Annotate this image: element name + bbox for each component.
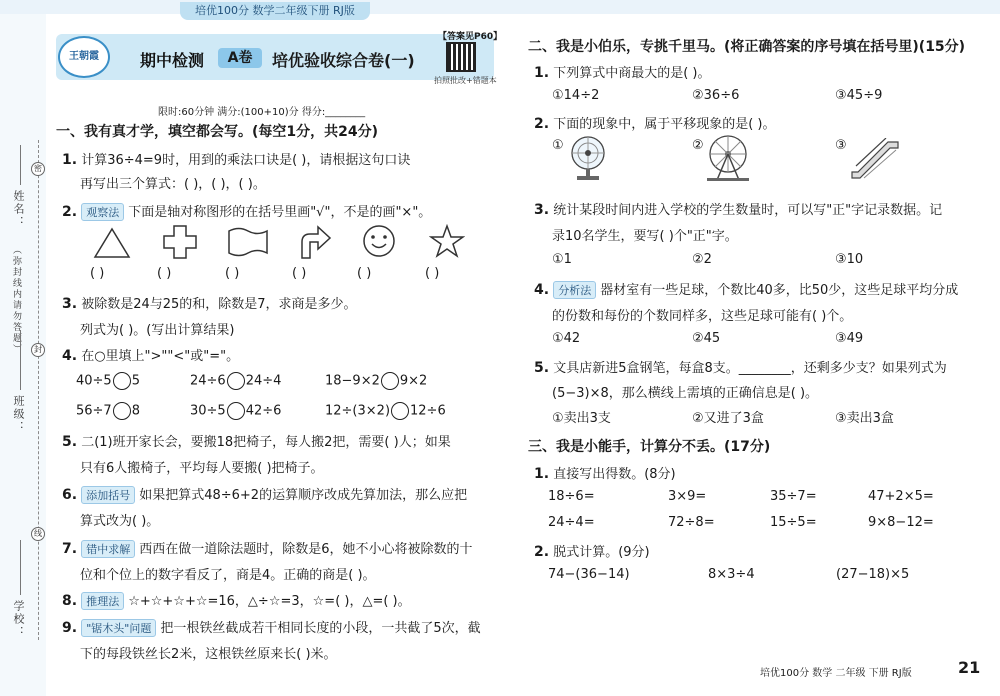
question-1-2: 2. 观察法 下面是轴对称图形的在括号里画"√"，不是的画"×"。	[62, 204, 432, 220]
calc-2-1[interactable]: 74−(36−14)	[548, 567, 630, 582]
escalator-icon	[850, 138, 900, 182]
question-1-4: 4. 在○里填上">""<"或"="。	[62, 348, 240, 364]
question-2-3-cont: 录10名学生，要写( )个"正"字。	[552, 229, 738, 244]
class-fill-line	[20, 330, 21, 390]
compare-right: 8	[131, 403, 140, 419]
seal-cut-line	[38, 140, 39, 640]
compare-2-1	[76, 402, 140, 420]
exam-meta: 限时:60分钟 满分:(100+10)分 得分:________	[158, 107, 366, 118]
qr-code-icon[interactable]	[446, 42, 476, 72]
method-tag: 添加括号	[81, 486, 135, 504]
name-fill-line	[20, 145, 21, 185]
turn-arrow-shape	[296, 224, 332, 260]
method-tag: 推理法	[81, 592, 124, 610]
question-text: 西西在做一道除法题时，除数是6，她不小心将被除数的十	[139, 542, 473, 557]
method-tag: "锯木头"问题	[81, 619, 156, 637]
calc-2-title: 2. 脱式计算。(9分)	[534, 544, 650, 560]
question-1-7: 7. 错中求解 西西在做一道除法题时，除数是6，她不小心将被除数的十	[62, 541, 473, 557]
calc-1-6[interactable]: 72÷8=	[668, 515, 715, 530]
question-2-3: 3. 统计某段时间内进入学校的学生数量时，可以写"正"字记录数据。记	[534, 202, 943, 218]
compare-left: 56÷7	[76, 403, 112, 419]
question-text: 下面的现象中，属于平移现象的是( )。	[553, 117, 776, 132]
question-1-8: 8. 推理法 ☆+☆+☆+☆=16，△÷☆=3，☆=( )，△=( )。	[62, 593, 411, 609]
compare-left: 40÷5	[76, 373, 112, 389]
calc-1-8[interactable]: 9×8−12=	[868, 515, 934, 530]
electric-fan-icon	[566, 134, 610, 182]
option-2-1-c[interactable]: ③45÷9	[835, 88, 883, 103]
question-text: 直接写出得数。(8分)	[553, 467, 676, 482]
method-tag: 错中求解	[81, 540, 135, 558]
compare-circle[interactable]	[113, 402, 131, 420]
compare-2-2	[190, 402, 281, 420]
seal-mark-feng: 封	[31, 343, 45, 357]
answer-blank-6[interactable]: ( )	[425, 266, 440, 281]
ferris-wheel-icon	[703, 132, 753, 182]
option-2-5-c[interactable]: ③卖出3盒	[835, 411, 894, 426]
question-text: 把一根铁丝截成若干相同长度的小段，一共截了5次，截	[160, 621, 481, 636]
question-text: 在○里填上">""<"或"="。	[81, 349, 240, 364]
compare-right: 12÷6	[410, 403, 446, 419]
compare-right: 42÷6	[245, 403, 282, 419]
page-number: 21	[958, 658, 981, 677]
page-footer: 培优100分 数学 二年级 下册 RJ版	[760, 668, 912, 679]
calc-1-title: 1. 直接写出得数。(8分)	[534, 466, 676, 482]
option-2-4-a[interactable]: ①42	[552, 331, 581, 346]
answer-blank-2[interactable]: ( )	[157, 266, 172, 281]
question-1-1: 1. 计算36÷4=9时，用到的乘法口诀是( )，请根据这句口诀	[62, 152, 411, 168]
question-2-5-cont: (5−3)×8，那么横线上需填的正确信息是( )。	[552, 386, 819, 401]
compare-circle[interactable]	[381, 372, 399, 390]
question-text: 计算36÷4=9时，用到的乘法口诀是( )，请根据这句口诀	[81, 153, 411, 168]
option-2-5-a[interactable]: ①卖出3支	[552, 411, 611, 426]
compare-circle[interactable]	[113, 372, 131, 390]
question-2-1: 1. 下列算式中商最大的是( )。	[534, 65, 711, 81]
calc-2-2[interactable]: 8×3÷4	[708, 567, 755, 582]
question-1-1-cont: 再写出三个算式：( )，( )，( )。	[80, 177, 266, 192]
compare-circle[interactable]	[391, 402, 409, 420]
option-2-4-b[interactable]: ②45	[692, 331, 721, 346]
question-2-5: 5. 文具店新进5盒钢笔，每盒8支。________，还剩多少支？如果列式为	[534, 360, 947, 376]
top-band	[0, 0, 1000, 14]
option-2-2-b[interactable]: ②	[692, 138, 704, 153]
calc-1-4[interactable]: 47+2×5=	[868, 489, 934, 504]
answer-blank-5[interactable]: ( )	[357, 266, 372, 281]
compare-1-2	[190, 372, 281, 390]
question-1-9-cont: 下的每段铁丝长2米，这根铁丝原来长( )米。	[80, 647, 337, 662]
option-2-1-b[interactable]: ②36÷6	[692, 88, 740, 103]
option-2-1-a[interactable]: ①14÷2	[552, 88, 600, 103]
question-text: 脱式计算。(9分)	[553, 545, 650, 560]
compare-right: 9×2	[399, 373, 428, 389]
answer-blank-1[interactable]: ( )	[90, 266, 105, 281]
answer-reference: 【答案见P60】	[438, 32, 503, 42]
question-1-9: 9. "锯木头"问题 把一根铁丝截成若干相同长度的小段，一共截了5次，截	[62, 620, 481, 636]
question-1-6-cont: 算式改为( )。	[80, 514, 160, 529]
question-2-4-cont: 的份数和每份的个数同样多，这些足球可能有( )个。	[552, 309, 853, 324]
compare-circle[interactable]	[227, 372, 245, 390]
compare-1-3	[325, 372, 427, 390]
qr-caption: 拍照批改+错题本	[434, 76, 497, 85]
question-1-5-cont: 只有6人搬椅子，平均每人要搬( )把椅子。	[80, 461, 324, 476]
triangle-shape	[92, 226, 132, 260]
option-2-3-b[interactable]: ②2	[692, 252, 712, 267]
flag-shape	[226, 226, 270, 258]
book-series-tab: 培优100分 数学二年级下册 RJ版	[180, 2, 370, 20]
method-tag: 观察法	[81, 203, 124, 221]
brand-logo: 王朝霞	[58, 36, 110, 78]
compare-left: 24÷6	[190, 373, 226, 389]
answer-blank-4[interactable]: ( )	[292, 266, 307, 281]
compare-2-3	[325, 402, 446, 420]
section-3-title: 三、我是小能手，计算分不丢。(17分)	[528, 439, 771, 455]
calc-1-1[interactable]: 18÷6=	[548, 489, 595, 504]
calc-1-2[interactable]: 3×9=	[668, 489, 707, 504]
question-text: ☆+☆+☆+☆=16，△÷☆=3，☆=( )，△=( )。	[128, 594, 411, 609]
answer-blank-3[interactable]: ( )	[225, 266, 240, 281]
question-2-4: 4. 分析法 器材室有一些足球，个数比40多，比50少，这些足球平均分成	[534, 282, 959, 298]
question-text: 统计某段时间内进入学校的学生数量时，可以写"正"字记录数据。记	[553, 203, 943, 218]
calc-2-3[interactable]: (27−18)×5	[836, 567, 910, 582]
option-2-2-c[interactable]: ③	[835, 138, 847, 153]
star-shape	[429, 224, 465, 258]
compare-left: 18−9×2	[325, 373, 380, 389]
school-fill-line	[20, 540, 21, 595]
compare-1-1	[76, 372, 140, 390]
compare-right: 24÷4	[245, 373, 282, 389]
calc-1-7[interactable]: 15÷5=	[770, 515, 817, 530]
seal-notice: （弥封线内请勿答题）	[11, 245, 21, 355]
question-2-2: 2. 下面的现象中，属于平移现象的是( )。	[534, 116, 776, 132]
question-text: 文具店新进5盒钢笔，每盒8支。________，还剩多少支？如果列式为	[553, 361, 947, 376]
question-text: 二(1)班开家长会，要搬18把椅子，每人搬2把，需要( )人；如果	[81, 435, 451, 450]
option-2-4-c[interactable]: ③49	[835, 331, 864, 346]
question-text: 被除数是24与25的和，除数是7，求商是多少。	[81, 297, 357, 312]
question-1-3-cont: 列式为( )。(写出计算结果)	[80, 323, 235, 338]
section-1-title: 一、我有真才学，填空都会写。(每空1分，共24分)	[56, 124, 379, 140]
question-1-5: 5. 二(1)班开家长会，要搬18把椅子，每人搬2把，需要( )人；如果	[62, 434, 451, 450]
class-label: 班级：	[12, 395, 25, 434]
question-1-7-cont: 位和个位上的数字看反了，商是4。正确的商是( )。	[80, 568, 376, 583]
option-2-3-a[interactable]: ①1	[552, 252, 572, 267]
name-label: 姓名：	[12, 190, 25, 229]
seal-mark-mi: 密	[31, 162, 45, 176]
compare-left: 30÷5	[190, 403, 226, 419]
question-1-3: 3. 被除数是24与25的和，除数是7，求商是多少。	[62, 296, 357, 312]
section-2-title: 二、我是小伯乐，专挑千里马。(将正确答案的序号填在括号里)(15分)	[528, 39, 966, 55]
question-1-6: 6. 添加括号 如果把算式48÷6+2的运算顺序改成先算加法，那么应把	[62, 487, 468, 503]
question-text: 如果把算式48÷6+2的运算顺序改成先算加法，那么应把	[139, 488, 468, 503]
option-2-2-a[interactable]: ①	[552, 138, 564, 153]
compare-circle[interactable]	[227, 402, 245, 420]
question-text: 下列算式中商最大的是( )。	[553, 66, 711, 81]
exam-subtitle: 培优验收综合卷(一)	[272, 51, 415, 70]
question-text: 下面是轴对称图形的在括号里画"√"，不是的画"×"。	[128, 205, 432, 220]
method-tag: 分析法	[553, 281, 596, 299]
smiley-shape	[362, 224, 396, 258]
seal-mark-xian: 线	[31, 527, 45, 541]
calc-1-5[interactable]: 24÷4=	[548, 515, 595, 530]
option-2-5-b[interactable]: ②又进了3盒	[692, 411, 764, 426]
calc-1-3[interactable]: 35÷7=	[770, 489, 817, 504]
paper-badge: A卷	[218, 48, 262, 68]
exam-title: 期中检测	[140, 51, 205, 70]
compare-left: 12÷(3×2)	[325, 403, 391, 419]
cross-shape	[162, 224, 198, 260]
school-label: 学校：	[12, 600, 25, 639]
option-2-3-c[interactable]: ③10	[835, 252, 864, 267]
compare-right: 5	[131, 373, 140, 389]
question-text: 器材室有一些足球，个数比40多，比50少，这些足球平均分成	[600, 283, 959, 298]
